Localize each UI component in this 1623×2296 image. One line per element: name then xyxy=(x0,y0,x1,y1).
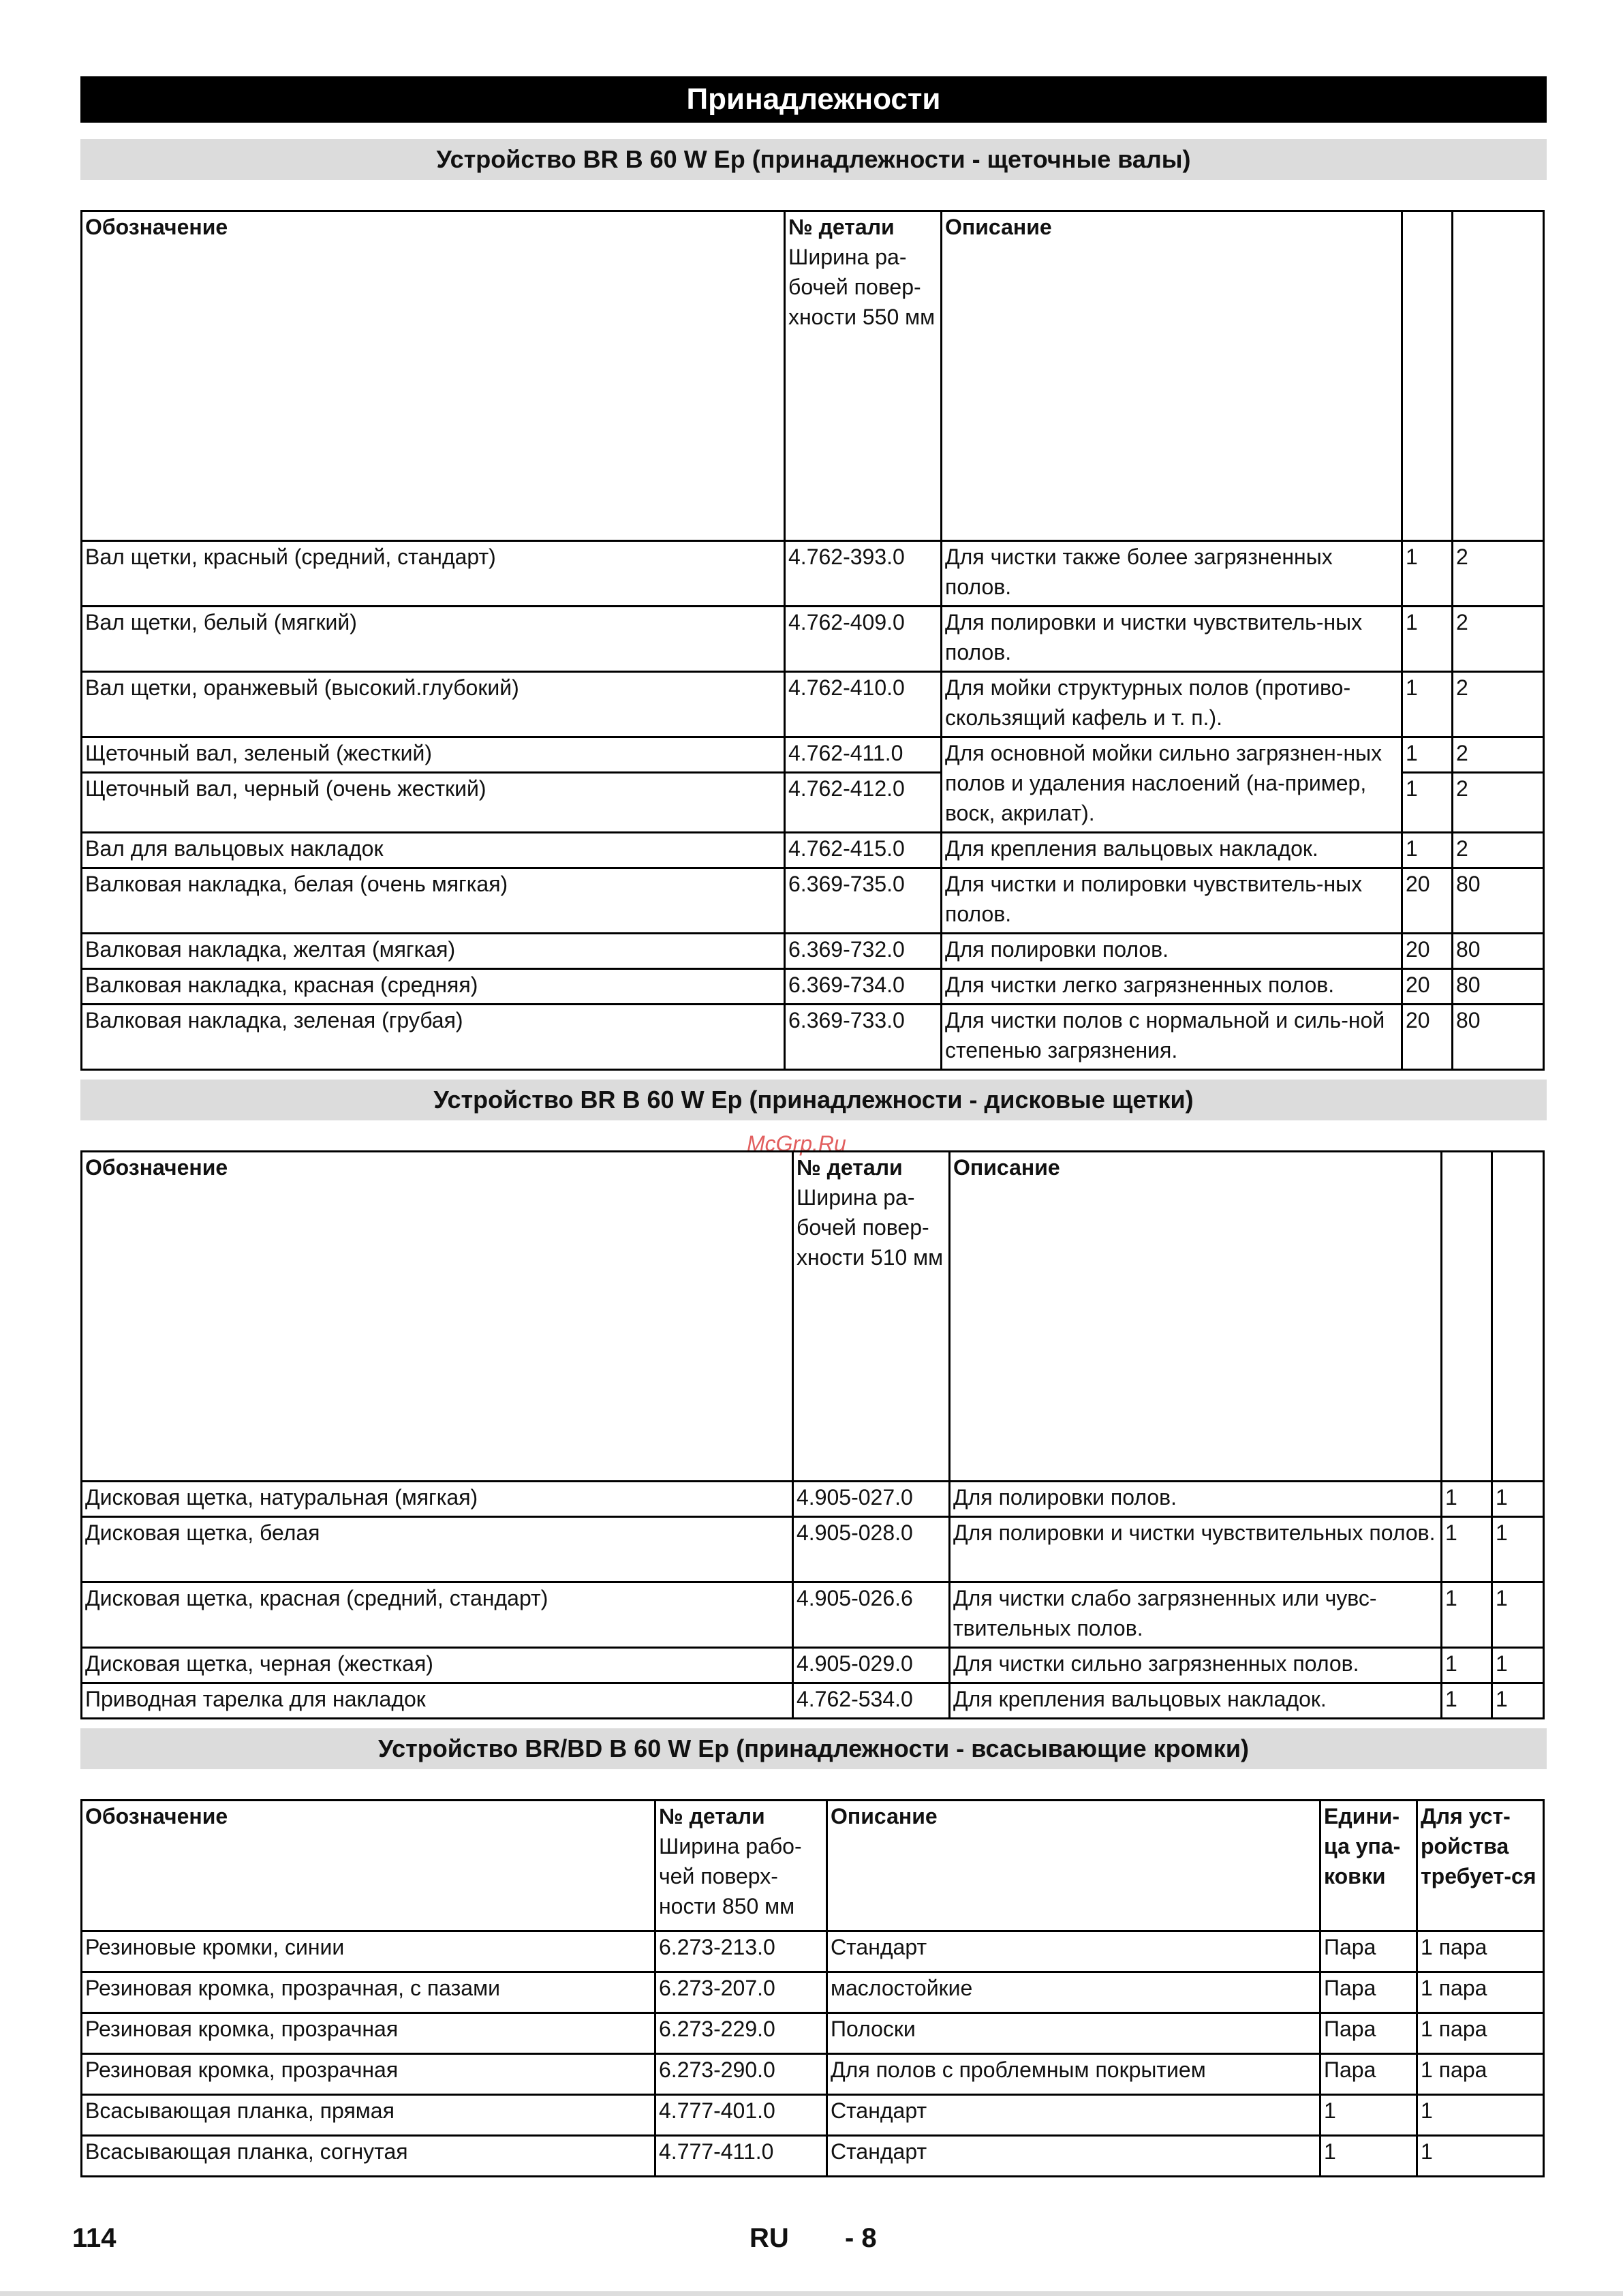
row-part: 4.762-393.0 xyxy=(785,541,942,607)
table-header-row xyxy=(82,211,1544,541)
row-name: Всасывающая планка, согнутая xyxy=(82,2136,655,2177)
row-unit: 1 xyxy=(1402,737,1453,773)
col-designation: Обозначение xyxy=(82,1801,655,1931)
table-row xyxy=(82,2054,1544,2095)
row-req: 1 xyxy=(1492,1582,1544,1648)
section-title-squeegees: Устройство BR/BD B 60 W Ep (принадлежности - всасывающие кромки) xyxy=(80,1728,1547,1769)
table-row xyxy=(82,1005,1544,1070)
row-req: 2 xyxy=(1453,737,1544,773)
row-req: 2 xyxy=(1453,833,1544,868)
part-no-sub: Ширина ра-бочей повер-хности 510 мм xyxy=(797,1185,944,1270)
row-unit: 1 xyxy=(1402,607,1453,672)
row-req: 1 пара xyxy=(1417,2054,1544,2095)
row-part: 4.777-411.0 xyxy=(655,2136,827,2177)
row-name: Резиновые кромки, синии xyxy=(82,1931,655,1972)
table-row xyxy=(82,541,1544,607)
bottom-rule xyxy=(0,2291,1623,2296)
row-desc: Для полировки и чистки чувствительных полов. xyxy=(950,1517,1442,1582)
row-part: 4.905-027.0 xyxy=(793,1482,950,1517)
row-name: Резиновая кромка, прозрачная xyxy=(82,2054,655,2095)
row-unit: 1 xyxy=(1320,2136,1417,2177)
row-part: 6.273-213.0 xyxy=(655,1931,827,1972)
row-part: 4.905-026.6 xyxy=(793,1582,950,1648)
page-title: Принадлежности xyxy=(80,76,1547,123)
col-required xyxy=(1453,211,1544,541)
row-unit: 1 xyxy=(1442,1482,1492,1517)
row-name: Валковая накладка, зеленая (грубая) xyxy=(82,1005,785,1070)
row-name: Приводная тарелка для накладок xyxy=(82,1683,793,1719)
row-part: 4.762-534.0 xyxy=(793,1683,950,1719)
row-req: 1 xyxy=(1492,1482,1544,1517)
watermark: McGrp.Ru xyxy=(747,1131,846,1156)
row-req: 80 xyxy=(1453,868,1544,934)
table-row xyxy=(82,1582,1544,1648)
row-req: 1 xyxy=(1417,2095,1544,2136)
row-name: Дисковая щетка, черная (жесткая) xyxy=(82,1648,793,1683)
col-part-no: № детали Ширина ра-бочей повер-хности 550 мм xyxy=(785,211,942,541)
table-row xyxy=(82,607,1544,672)
row-req: 1 пара xyxy=(1417,1972,1544,2013)
row-req: 1 пара xyxy=(1417,1931,1544,1972)
row-unit: 1 xyxy=(1402,541,1453,607)
row-name: Щеточный вал, зеленый (жесткий) xyxy=(82,737,785,773)
col-pack-unit xyxy=(1442,1152,1492,1482)
row-desc: Для полировки полов. xyxy=(942,934,1402,969)
table-row xyxy=(82,2095,1544,2136)
row-req: 1 пара xyxy=(1417,2013,1544,2054)
row-part: 4.762-412.0 xyxy=(785,773,942,833)
table-row xyxy=(82,833,1544,868)
disc-brushes-table xyxy=(80,1150,1545,1719)
table-row xyxy=(82,1482,1544,1517)
row-part: 4.762-409.0 xyxy=(785,607,942,672)
row-unit: 1 xyxy=(1442,1683,1492,1719)
table-row xyxy=(82,969,1544,1005)
row-part: 6.273-207.0 xyxy=(655,1972,827,2013)
row-name: Вал для вальцовых накладок xyxy=(82,833,785,868)
part-no-sub: Ширина рабо-чей поверх-ности 850 мм xyxy=(659,1834,802,1918)
row-desc: Стандарт xyxy=(827,1931,1320,1972)
squeegees-table xyxy=(80,1799,1545,2177)
row-name: Дисковая щетка, натуральная (мягкая) xyxy=(82,1482,793,1517)
col-description: Описание xyxy=(942,211,1402,541)
row-part: 6.273-229.0 xyxy=(655,2013,827,2054)
section-title-brush-rollers: Устройство BR B 60 W Ep (принадлежности - щеточные валы) xyxy=(80,139,1547,180)
row-name: Щеточный вал, черный (очень жесткий) xyxy=(82,773,785,833)
row-unit: 20 xyxy=(1402,868,1453,934)
col-description: Описание xyxy=(950,1152,1442,1482)
row-desc: Для основной мойки сильно загрязнен-ных полов и удаления наслоений (на-пример, воск, акрилат). xyxy=(942,737,1402,833)
row-name: Вал щетки, красный (средний, стандарт) xyxy=(82,541,785,607)
table-row xyxy=(82,934,1544,969)
row-unit: 20 xyxy=(1402,1005,1453,1070)
col-pack-unit: Едини-ца упа-ковки xyxy=(1320,1801,1417,1931)
row-desc: Для чистки слабо загрязненных или чувс-твительных полов. xyxy=(950,1582,1442,1648)
row-desc: Для мойки структурных полов (противо-скользящий кафель и т. п.). xyxy=(942,672,1402,737)
row-name: Дисковая щетка, красная (средний, стандарт) xyxy=(82,1582,793,1648)
row-part: 6.369-735.0 xyxy=(785,868,942,934)
col-description: Описание xyxy=(827,1801,1320,1931)
table-row xyxy=(82,1931,1544,1972)
table-row xyxy=(82,868,1544,934)
row-req: 2 xyxy=(1453,773,1544,833)
table-row xyxy=(82,2013,1544,2054)
row-req: 2 xyxy=(1453,672,1544,737)
row-unit: Пара xyxy=(1320,1931,1417,1972)
table-row xyxy=(82,737,1544,773)
row-unit: 1 xyxy=(1442,1582,1492,1648)
row-unit: 1 xyxy=(1320,2095,1417,2136)
row-part: 4.762-411.0 xyxy=(785,737,942,773)
row-desc: Для чистки полов с нормальной и силь-ной степенью загрязнения. xyxy=(942,1005,1402,1070)
col-pack-unit xyxy=(1402,211,1453,541)
row-desc: Для полировки и чистки чувствитель-ных полов. xyxy=(942,607,1402,672)
row-desc: Полоски xyxy=(827,2013,1320,2054)
row-req: 80 xyxy=(1453,934,1544,969)
row-req: 1 xyxy=(1492,1517,1544,1582)
row-desc: Стандарт xyxy=(827,2136,1320,2177)
row-part: 6.369-733.0 xyxy=(785,1005,942,1070)
footer-language: RU xyxy=(749,2223,789,2253)
row-part: 6.273-290.0 xyxy=(655,2054,827,2095)
row-unit: 20 xyxy=(1402,969,1453,1005)
row-part: 4.905-029.0 xyxy=(793,1648,950,1683)
row-part: 4.762-410.0 xyxy=(785,672,942,737)
footer-section-page: - 8 xyxy=(845,2223,877,2253)
row-req: 2 xyxy=(1453,541,1544,607)
row-part: 4.777-401.0 xyxy=(655,2095,827,2136)
row-desc: Для чистки легко загрязненных полов. xyxy=(942,969,1402,1005)
row-unit: 20 xyxy=(1402,934,1453,969)
row-req: 1 xyxy=(1492,1683,1544,1719)
row-desc: Для крепления вальцовых накладок. xyxy=(942,833,1402,868)
row-unit: 1 xyxy=(1402,833,1453,868)
col-required: Для уст-ройства требует-ся xyxy=(1417,1801,1544,1931)
part-no-sub: Ширина ра-бочей повер-хности 550 мм xyxy=(788,245,936,329)
row-desc: Для полировки полов. xyxy=(950,1482,1442,1517)
col-part-no: № детали Ширина ра-бочей повер-хности 510 мм xyxy=(793,1152,950,1482)
section-title-disc-brushes: Устройство BR B 60 W Ep (принадлежности - дисковые щетки) xyxy=(80,1080,1547,1120)
row-part: 6.369-732.0 xyxy=(785,934,942,969)
row-req: 1 xyxy=(1417,2136,1544,2177)
row-desc: Стандарт xyxy=(827,2095,1320,2136)
page-number: 114 xyxy=(72,2223,117,2253)
row-req: 2 xyxy=(1453,607,1544,672)
col-designation: Обозначение xyxy=(82,211,785,541)
row-unit: Пара xyxy=(1320,2013,1417,2054)
row-desc: маслостойкие xyxy=(827,1972,1320,2013)
row-req: 80 xyxy=(1453,1005,1544,1070)
table-row xyxy=(82,1972,1544,2013)
row-name: Резиновая кромка, прозрачная xyxy=(82,2013,655,2054)
col-part-no: № детали Ширина рабо-чей поверх-ности 850 мм xyxy=(655,1801,827,1931)
table-header-row xyxy=(82,1801,1544,1931)
row-name: Валковая накладка, красная (средняя) xyxy=(82,969,785,1005)
row-unit: 1 xyxy=(1402,773,1453,833)
table-row xyxy=(82,1648,1544,1683)
row-unit: Пара xyxy=(1320,1972,1417,2013)
row-desc: Для чистки и полировки чувствитель-ных полов. xyxy=(942,868,1402,934)
table-row xyxy=(82,672,1544,737)
row-part: 4.762-415.0 xyxy=(785,833,942,868)
row-name: Резиновая кромка, прозрачная, с пазами xyxy=(82,1972,655,2013)
row-desc: Для чистки также более загрязненных полов. xyxy=(942,541,1402,607)
row-desc: Для крепления вальцовых накладок. xyxy=(950,1683,1442,1719)
table-header-row xyxy=(82,1152,1544,1482)
row-req: 80 xyxy=(1453,969,1544,1005)
row-unit: Пара xyxy=(1320,2054,1417,2095)
row-desc: Для чистки сильно загрязненных полов. xyxy=(950,1648,1442,1683)
row-name: Вал щетки, оранжевый (высокий.глубокий) xyxy=(82,672,785,737)
row-unit: 1 xyxy=(1442,1517,1492,1582)
col-required xyxy=(1492,1152,1544,1482)
row-part: 4.905-028.0 xyxy=(793,1517,950,1582)
row-unit: 1 xyxy=(1402,672,1453,737)
table-row xyxy=(82,1517,1544,1582)
table-row xyxy=(82,2136,1544,2177)
row-name: Валковая накладка, желтая (мягкая) xyxy=(82,934,785,969)
brush-rollers-table xyxy=(80,210,1545,1071)
row-name: Дисковая щетка, белая xyxy=(82,1517,793,1582)
table-row xyxy=(82,1683,1544,1719)
row-req: 1 xyxy=(1492,1648,1544,1683)
row-name: Валковая накладка, белая (очень мягкая) xyxy=(82,868,785,934)
col-designation: Обозначение xyxy=(82,1152,793,1482)
row-unit: 1 xyxy=(1442,1648,1492,1683)
row-desc: Для полов с проблемным покрытием xyxy=(827,2054,1320,2095)
row-name: Вал щетки, белый (мягкий) xyxy=(82,607,785,672)
row-name: Всасывающая планка, прямая xyxy=(82,2095,655,2136)
row-part: 6.369-734.0 xyxy=(785,969,942,1005)
